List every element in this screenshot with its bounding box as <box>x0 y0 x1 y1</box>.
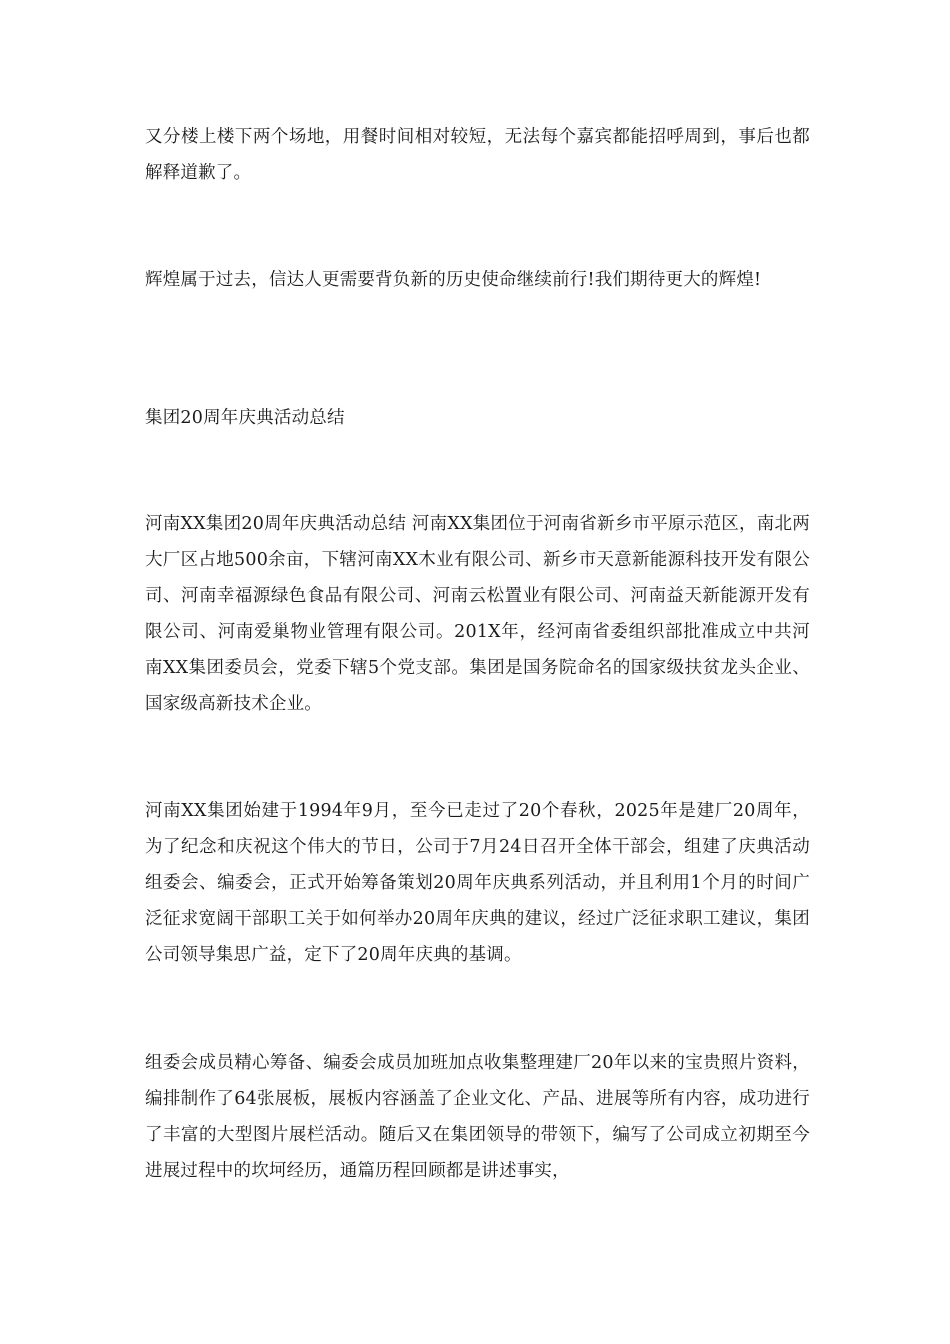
paragraph-glory-past: 辉煌属于过去，信达人更需要背负新的历史使命继续前行!我们期待更大的辉煌! <box>145 270 762 290</box>
paragraph-founding-history: 河南XX集团始建于1994年9月，至今已走过了20个春秋，2025年是建厂20周年，为了纪念和庆祝这个伟大的节日，公司于7月24日召开全体干部会，组建了庆典活动组委会、编委会，正式开始筹备策划20周年庆典系列活动，并且利用1个月的时间广泛征求宽阔干部职工关于如何举办20周年庆典的建议，经过广泛征求职工建议，集团公司领导集思广益，定下了20周年庆典的基调。 <box>145 801 810 965</box>
section-heading: 集团20周年庆典活动总结 <box>145 408 345 428</box>
paragraph-venue-apology: 又分楼上楼下两个场地，用餐时间相对较短，无法每个嘉宾都能招呼周到，事后也都解释道歉了。 <box>145 127 810 183</box>
paragraph-preparation: 组委会成员精心筹备、编委会成员加班加点收集整理建厂20年以来的宝贵照片资料，编排制作了64张展板，展板内容涵盖了企业文化、产品、进展等所有内容，成功进行了丰富的大型图片展栏活动。随后又在集团领导的带领下，编写了公司成立初期至今进展过程中的坎坷经历，通篇历程回顾都是讲述事实， <box>145 1053 810 1181</box>
paragraph-group-intro: 河南XX集团20周年庆典活动总结 河南XX集团位于河南省新乡市平原示范区，南北两大厂区占地500余亩，下辖河南XX木业有限公司、新乡市天意新能源科技开发有限公司、河南幸福源绿色食品有限公司、河南云松置业有限公司、河南益天新能源开发有限公司、河南爱巢物业管理有限公司。201X年，经河南省委组织部批准成立中共河南XX集团委员会，党委下辖5个党支部。集团是国务院命名的国家级扶贫龙头企业、国家级高新技术企业。 <box>145 514 810 714</box>
